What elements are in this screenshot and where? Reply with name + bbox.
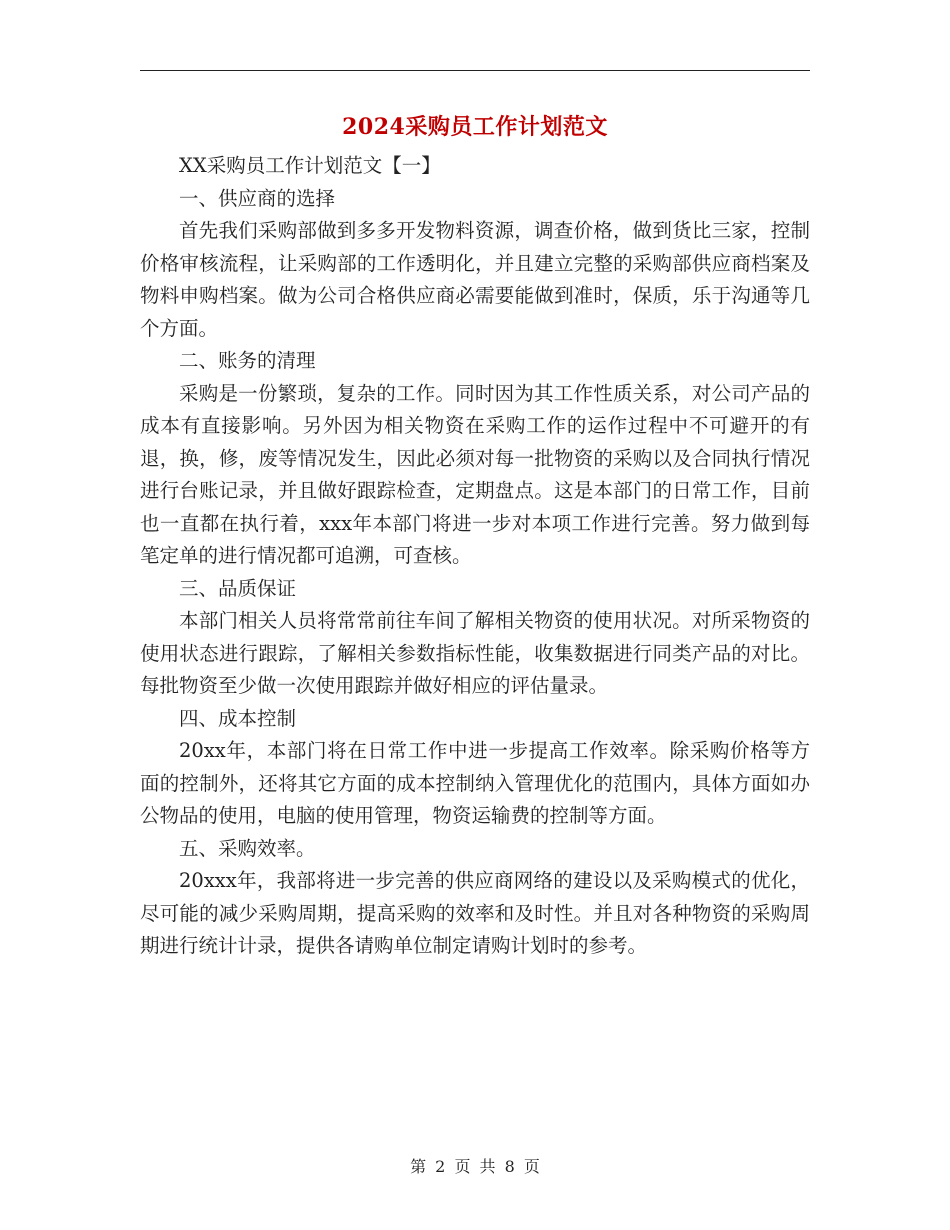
section-paragraph-efficiency: 20xxx年，我部将进一步完善的供应商网络的建设以及采购模式的优化，尽可能的减少采购周期，提高采购的效率和及时性。并且对各种物资的采购周期进行统计计录，提供各请购单位制定请购计划时的参考。 — [140, 869, 810, 957]
section-heading-supplier: 一、供应商的选择 — [179, 186, 336, 210]
section-paragraph-quality: 本部门相关人员将常常前往车间了解相关物资的使用状况。对所采物资的使用状态进行跟踪，了解相关参数指标性能，收集数据进行同类产品的对比。每批物资至少做一次使用跟踪并做好相应的评估量录。 — [140, 609, 810, 697]
section-paragraph-accounts: 采购是一份繁琐，复杂的工作。同时因为其工作性质关系，对公司产品的成本有直接影响。另外因为相关物资在采购工作的运作过程中不可避开的有退，换，修，废等情况发生，因此必须对每一批物资的采购以及合同执行情况进行台账记录，并且做好跟踪检查，定期盘点。这是本部门的日常工作，目前也一直都在执行着，xxx年本部门将进一步对本项工作进行完善。努力做到每笔定单的进行情况都可追溯，可查核。 — [140, 381, 810, 567]
section-heading-accounts: 二、账务的清理 — [179, 349, 316, 372]
document-subtitle: XX采购员工作计划范文【一】 — [179, 154, 441, 177]
section-paragraph-cost: 20xx年，本部门将在日常工作中进一步提高工作效率。除采购价格等方面的控制外，还将其它方面的成本控制纳入管理优化的范围内，具体方面如办公物品的使用，电脑的使用管理，物资运输费的控制等方面。 — [140, 739, 810, 827]
section-heading-quality: 三、品质保证 — [179, 576, 297, 600]
page-number: 第 2 页 共 8 页 — [410, 1157, 540, 1176]
section-heading-efficiency: 五、采购效率。 — [179, 836, 316, 860]
section-paragraph-supplier: 首先我们采购部做到多多开发物料资源，调查价格，做到货比三家，控制价格审核流程，让采购部的工作透明化，并且建立完整的采购部供应商档案及物料申购档案。做为公司合格供应商必需要能做到准时，保质，乐于沟通等几个方面。 — [140, 219, 810, 340]
document-title: 2024采购员工作计划范文 — [342, 114, 608, 140]
header-rule — [140, 70, 810, 71]
document-body — [140, 150, 810, 963]
section-heading-cost: 四、成本控制 — [179, 706, 297, 730]
